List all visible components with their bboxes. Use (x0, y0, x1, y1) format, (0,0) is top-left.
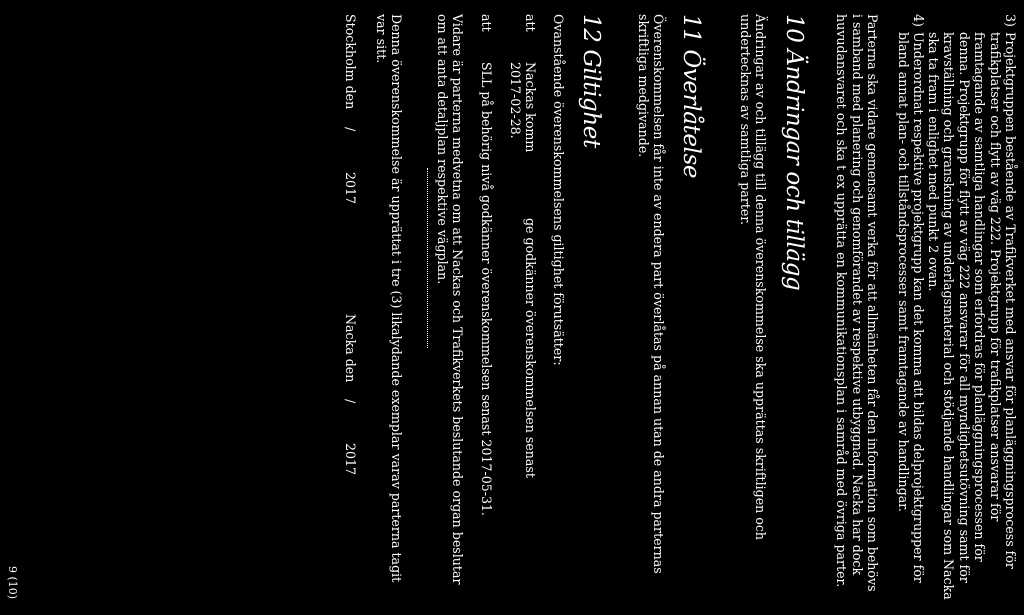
signature-city: Nacka den (343, 314, 358, 383)
section-body-validity: Ovanstående överenskommelsens giltighet förutsätter: (551, 14, 566, 366)
condition-prefix: att (523, 14, 538, 32)
copies-paragraph: Denna överenskommelse är upprättat i tre (3) likalydande exemplar varav parterna tagit var sitt. (373, 14, 404, 583)
condition-text: Nackas komm (523, 62, 538, 153)
list-text: Underordnat respektive projektgrupp kan det komma att bildas delprojektgrupper för bland annat plan- och tillståndsprocesser samt framtagande av handlingar. (895, 32, 926, 583)
list-number: 3) (1003, 14, 1018, 27)
signature-city: Stockholm den (343, 14, 358, 110)
condition-prefix: att (479, 14, 494, 32)
condition-text-continued: ge godkänner överenskommelsen senast (523, 218, 538, 478)
section-body-changes: Ändringar av och tillägg till denna överenskommelse ska upprättas skriftligen och undertecknas av samtliga parter. (737, 14, 768, 541)
list-number: 4) (911, 14, 926, 27)
closing-paragraph: Vidare är parterna medvetna om att Nackas och Trafikverkets beslutande organ beslutar om att anta detaljplan respektive vägplan. (434, 14, 465, 585)
list-item (926, 0, 1018, 615)
signature-separator: / (343, 399, 358, 404)
intro-paragraph: Parterna ska vidare gemensamt verka för att allmänheten får den information som behövs i samband med planering och genomförandet av respektive utbyggnad. Nacka har dock huvudansvaret och ska t ex upprätta en kommunikationsplan i samråd med övriga parter. (834, 14, 880, 592)
condition-text: SLL på behörig nivå godkänner överenskommelsen senast 2017-05-31. (479, 62, 494, 517)
signature-separator: / (343, 127, 358, 132)
section-heading-validity: 12 Giltighet (578, 14, 604, 148)
page-number: 9 (10) (6, 566, 19, 600)
dotted-line (427, 168, 428, 348)
section-heading-changes: 10 Ändringar och tillägg (781, 14, 807, 291)
list-text: Projektgruppen bestående av Trafikverket med ansvar för planläggningsprocess för trafikplatser och flytt av väg 222. Projektgrupp för trafikplatser ansvarar för framtagande av samtliga handlingar som erfordras för planläggningsprocessen för denna. Projektgrupp för flytt av väg 222 ansvarar för all myndighetsutövning samt för kravställning och granskning av underlagsmaterial och stödjande handlingar som Nacka ska ta fram i enlighet med punkt 2 ovan. (925, 32, 1018, 600)
list-item (895, 0, 926, 615)
signature-year: 2017 (343, 172, 358, 205)
section-heading-transfer: 11 Överlåtelse (678, 14, 704, 179)
signature-year: 2017 (343, 443, 358, 476)
section-body-transfer: Överenskommelsen får inte av endera part överlåtas på annan utan de andra parternas skriftliga medgivande. (635, 14, 666, 574)
condition-date: 2017-02-28. (508, 62, 523, 139)
